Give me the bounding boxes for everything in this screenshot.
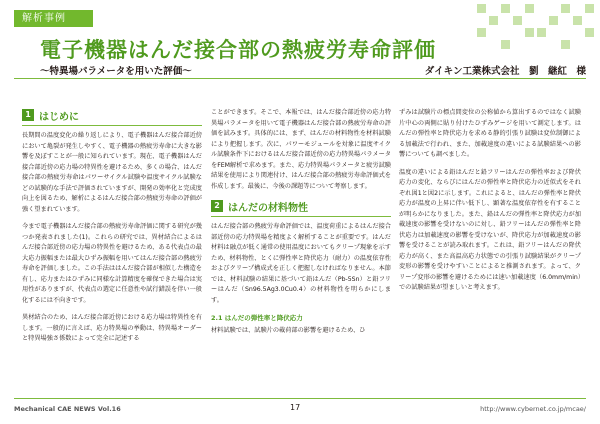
column-2 xyxy=(211,108,391,344)
paragraph: 異材結合のため、はんだ接合部近傍における応力場は特異性を有します。一般的に言えば、応力特異場の挙動は、特異場オーダーと特異場強さ係数によって完全に記述する xyxy=(22,314,202,342)
section-title: はじめに xyxy=(39,111,79,123)
column-1 xyxy=(22,108,202,352)
section-heading-1 xyxy=(22,108,202,126)
website-url[interactable]: http://www.cybernet.co.jp/mcae/ xyxy=(480,405,586,413)
header-decoration xyxy=(475,0,600,60)
section-heading-2 xyxy=(211,199,391,217)
article-author: ダイキン工業株式会社 劉 継紅 様 xyxy=(424,66,586,77)
subsection-heading: 2.1 はんだの弾性率と降伏応力 xyxy=(211,314,303,322)
publication-name: Mechanical CAE NEWS Vol.16 xyxy=(14,405,121,413)
section-number: 2 xyxy=(211,200,223,212)
section-number: 1 xyxy=(22,109,34,121)
section-title: はんだの材料物性 xyxy=(228,202,308,214)
paragraph: 長期間の温度変化の繰り返しにより、電子機器はんだ接合部近傍において亀裂が発生しやすく、電子機器の熱疲労寿命に大きな影響を及ぼすことが一般に知られています。現在、電子機器はんだ接合部近傍の応力場の特異性を避けるため、多くの場合、はんだ接合部の熱疲労寿命はパワーサイクル試験や温度サイクル試験などの試験的な手法で評価されていますが、開発の効率化と完成度向上を図るため、解析によるはんだ接合部の熱疲労寿命の評価が強く望まれています。 xyxy=(22,132,202,213)
paragraph: 材料試験では、試験片の載荷部の影響を避けるため、ひ xyxy=(211,327,366,334)
column-3 xyxy=(399,108,581,301)
paragraph: 今まで電子機器はんだ接合部の熱疲労寿命評価に関する研究が幾つか発表されました(1)。これらの研究では、異材結合によるはんだ接合部近傍の応力場の特異性を避けるため、ある代表点の最大応力振幅または最大ひずみ振幅を用いてはんだ接合部の熱疲労寿命を評価しました。この手法ははんだ接合部が相似した構造を有し、応力またはひずみに同様な計算精度を確保できた場合は実用性がありますが、代表点の選定に任意性や試行錯誤を伴い一般化するには不向きです。 xyxy=(22,223,202,304)
paragraph: ことができます。そこで、本報では、はんだ接合部近傍の応力特異場パラメータを用いて電子機器はんだ接合部の熱疲労寿命の評価を試みます。具体的には、まず、はんだの材料物性を材料試験により把握します。次に、パワーモジュールを対象に温度サイクル試験条件下におけるはんだ接合部近傍の応力特異場パラメータをFEM解析で求めます。また、応力特異場パラメータと疲労試験結果を使用により関連付け、はんだ接合部の熱疲労寿命評価式を作成します。最後に、今後の課題等について考察します。 xyxy=(211,109,391,190)
article-title: 電子機器はんだ接合部の熱疲労寿命評価 xyxy=(40,38,436,62)
paragraph: はんだ接合部の熱疲労寿命評価では、温度荷重によるはんだ接合部近傍の応力特異場を精度よく解析することが重要です。はんだ材料は融点が低く通常の使用温度においてもクリープ現象を示すため、材料物性、とくに弾性率と降伏応力（耐力）の温度依存性およびクリープ構成式を正しく把握しなければなりません。本節では、材料試験の結果に基づいて鉛はんだ（Pb-5Sn）と鉛フリーはんだ（Sn96.5Ag3.0Cu0.4）の材料物性を明らかにします。 xyxy=(211,223,391,304)
paragraph: ずみは試験片の標点間変位の公称値から算出するのではなく試験片中心の両側に貼り付けたひずみゲージを用いて測定します。はんだの弾性率と降伏応力を求める静的引張り試験は変位制御による加載法で行われ、また、加載速度の違いによる試験結果への影響についても調べました。 xyxy=(399,109,581,158)
category-tag: 解析事例 xyxy=(14,10,93,27)
paragraph: 温度の違いによる鉛はんだと鉛フリーはんだの弾性率および降伏応力の変化、ならびにはんだの弾性率と降伏応力の近似式をそれぞれ図1と図2に示します。これによると、はんだの弾性率と降伏応力が温度の上昇に伴い低下し、顕著な温度依存性を有することが明らかになりました。また、鉛はんだの弾性率と降伏応力が加載速度の影響を受けないのに対し、鉛フリーはんだの弾性率と降伏応力は加載速度の影響を受けないが、降伏応力が加載速度の影響を受けることが読み取れます。これは、鉛フリーはんだの降伏応力が高く、また高温高応力状態での引張り試験結果がクリープ変形の影響を受けやすいことによると推測されます。よって、クリープ変形の影響を避けるためには速い加載速度（6.0mm/min）での試験結果が望ましいと考えます。 xyxy=(399,168,581,291)
article-subtitle: 〜特異場パラメータを用いた評価〜 xyxy=(40,66,192,77)
header-divider xyxy=(14,78,586,79)
page-number: 17 xyxy=(290,403,301,412)
footer-divider xyxy=(14,398,586,399)
